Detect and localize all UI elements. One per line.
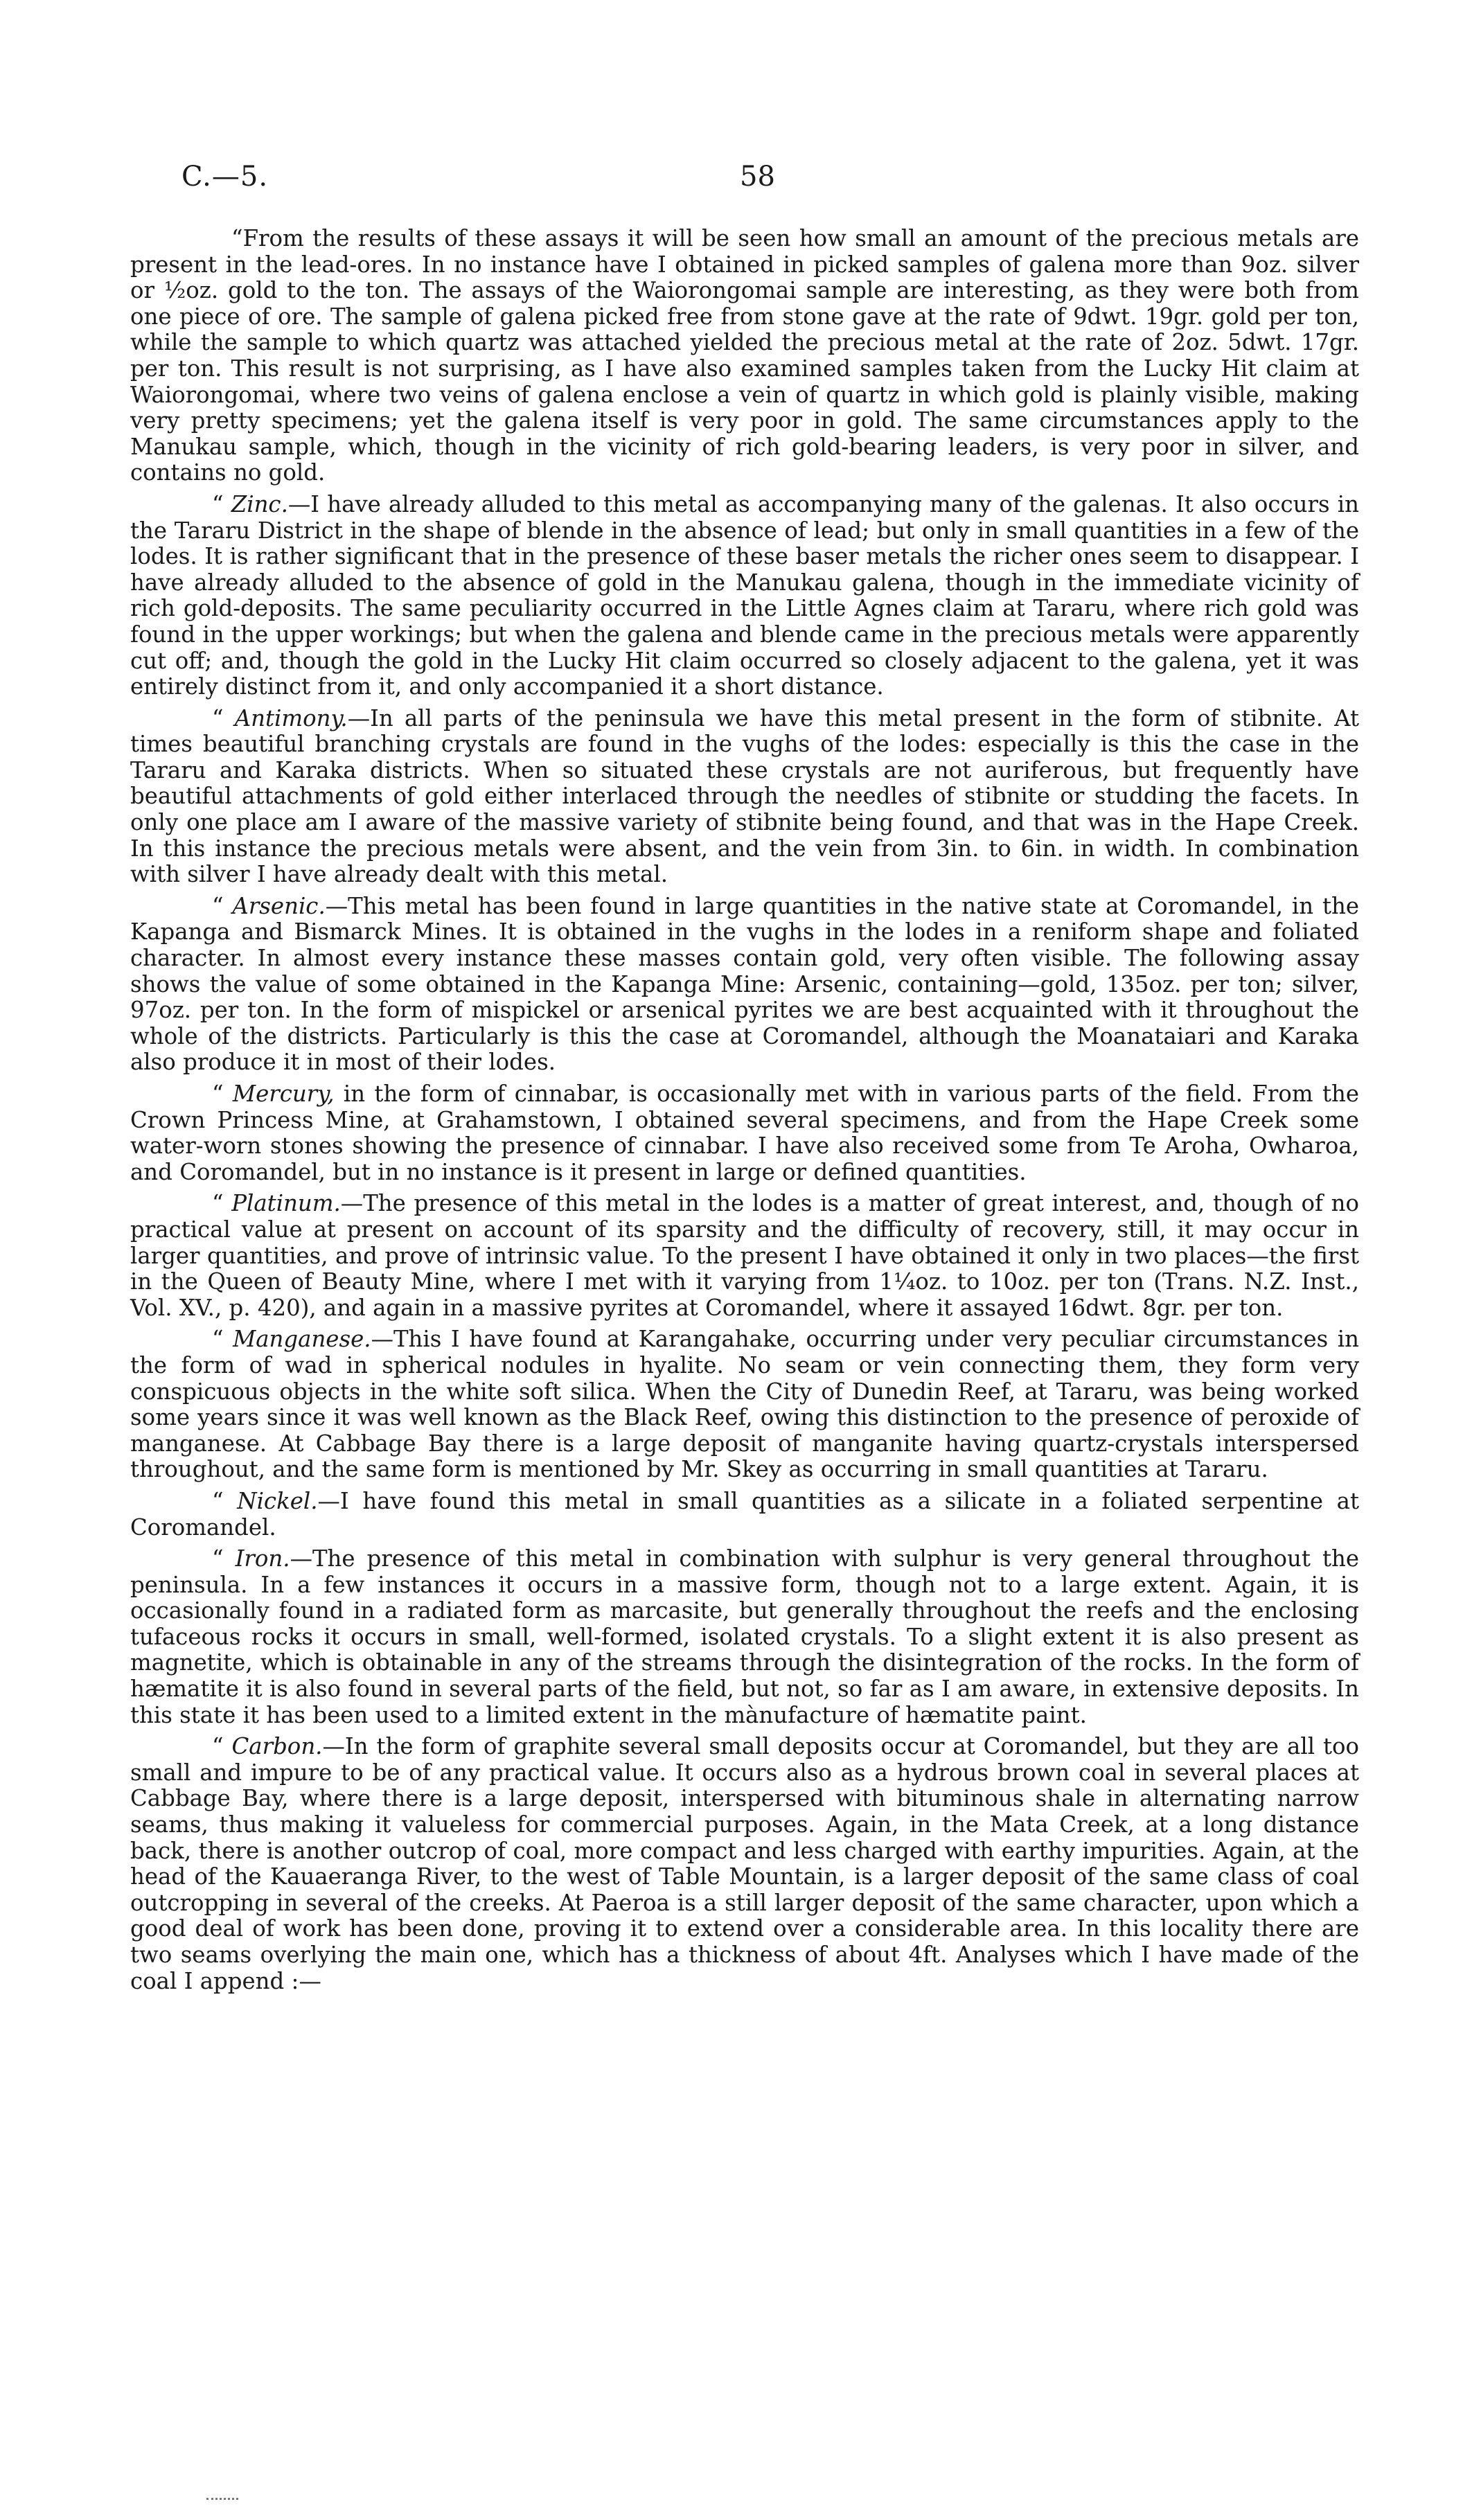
paragraph-text: —This metal has been found in large quantities in the native state at Coromandel, in the Kapanga and Bismarck Mines. It is obtained in the vughs in the lodes in a reniform shape and foliated character. In almost every instance these masses contain gold, very often visible. The following assay shows the value of some obtained in the Kapanga Mine: Arsenic, containing—gold, 135oz. per ton; silver, 97oz. per ton. In the form of mispickel or arsenical pyrites we are best acquainted with it throughout the whole of the districts. Particularly is this the case at Coromandel, although the Moanataiari and Karaka also produce it in most of their lodes. bbox=[130, 892, 1359, 1076]
paragraph-text: —In all parts of the peninsula we have this metal present in the form of stibnite. At times beautiful branching crystals are found in the vughs of the lodes: especially is this the case in the Tararu and Karaka districts. When so situated these crystals are not auriferous, but frequently have beautiful attachments of gold either interlaced through the needles of stibnite or studding the facets. In only one place am I aware of the massive variety of stibnite being found, and that was in the Hape Creek. In this instance the precious metals were absent, and the vein from 3in. to 6in. in width. In combination with silver I have already dealt with this metal. bbox=[130, 704, 1360, 888]
paragraph-platinum bbox=[130, 1191, 1359, 1321]
opening-quote: “ bbox=[212, 1326, 233, 1353]
paragraph-text: —The presence of this metal in the lodes is a matter of great interest, and, though of no practical value at present on account of its sparsity and the difficulty of recovery, still, it may occur in larger quantities, and prove of intrinsic value. To the present I have obtained it only in two places—the first in the Queen of Beauty Mine, where I met with it varying from 1¼oz. to 10oz. per ton (Trans. N.Z. Inst., Vol. XV., p. 420), and again in a massive pyrites at Coromandel, where it assayed 16dwt. 8gr. per ton. bbox=[130, 1190, 1359, 1321]
paragraph-text: —This I have found at Karangahake, occurring under very peculiar circumstances in the form of wad in spherical nodules in hyalite. No seam or vein connecting them, they form very conspicuous objects in the white soft silica. When the City of Dunedin Reef, at Tararu, was being worked some years since it was well known as the Black Reef, owing this distinction to the presence of peroxide of manganese. At Cabbage Bay there is a large deposit of manganite having quartz-crystals interspersed throughout, and the same form is mentioned by Mr. Skey as occurring in small quantities at Tararu. bbox=[130, 1326, 1360, 1483]
document-id: C.—5. bbox=[181, 161, 269, 193]
paragraph-iron bbox=[130, 1546, 1359, 1728]
section-lead-iron: Iron. bbox=[235, 1545, 290, 1572]
paragraph-carbon bbox=[130, 1734, 1359, 1994]
page-number: 58 bbox=[740, 161, 775, 193]
page-header bbox=[181, 161, 1359, 202]
paragraph-assay-results bbox=[130, 226, 1359, 486]
section-lead-platinum: Platinum. bbox=[231, 1190, 341, 1217]
paragraph-zinc bbox=[130, 492, 1359, 700]
section-lead-carbon: Carbon. bbox=[231, 1733, 323, 1760]
opening-quote: “ bbox=[212, 892, 233, 919]
section-lead-arsenic: Arsenic. bbox=[232, 892, 326, 919]
section-lead-zinc: Zinc. bbox=[231, 490, 288, 517]
paragraph-arsenic bbox=[130, 894, 1359, 1076]
section-lead-mercury: Mercury, bbox=[232, 1081, 335, 1107]
paragraph-antimony bbox=[130, 706, 1359, 888]
opening-quote: “ bbox=[212, 1487, 238, 1514]
section-lead-manganese: Manganese. bbox=[233, 1326, 371, 1353]
opening-quote: “ bbox=[212, 1190, 232, 1217]
body-text bbox=[130, 226, 1359, 2000]
paragraph-manganese bbox=[130, 1326, 1359, 1483]
opening-quote: “ bbox=[212, 1545, 236, 1572]
paragraph-text: —I have found this metal in small quantities as a silicate in a foliated serpentine at Coromandel. bbox=[130, 1487, 1359, 1541]
paragraph-nickel bbox=[130, 1489, 1359, 1541]
opening-quote: “ bbox=[212, 1733, 232, 1760]
scan-artifact-mark bbox=[206, 2498, 238, 2503]
paragraph-text: From the results of these assays it will be seen how small an amount of the precious metals are present in the lead-ores. In no instance have I obtained in picked samples of galena more than 9oz. silver or ½oz. gold to the ton. The assays of the Waiorongomai sample are interesting, as they were both from one piece of ore. The sample of galena picked free from stone gave at the rate of 9dwt. 19gr. gold per ton, while the sample to which quartz was attached yielded the precious metal at the rate of 2oz. 5dwt. 17gr. per ton. This result is not surprising, as I have also examined samples taken from the Lucky Hit claim at Waiorongomai, where two veins of galena enclose a vein of quartz in which gold is plainly visible, making very pretty specimens; yet the galena itself is very poor in gold. The same circumstances apply to the Manukau sample, which, though in the vicinity of rich gold-bearing leaders, is very poor in silver, and contains no gold. bbox=[130, 225, 1359, 486]
paragraph-text: —In the form of graphite several small deposits occur at Coromandel, but they are all too small and impure to be of any practical value. It occurs also as a hydrous brown coal in several places at Cabbage Bay, where there is a large deposit, interspersed with bituminous shale in alternating narrow seams, thus making it valueless for commercial purposes. Again, in the Mata Creek, at a long distance back, there is another outcrop of coal, more compact and less charged with earthy impurities. Again, at the head of the Kauaeranga River, to the west of Table Mountain, is a larger deposit of the same class of coal outcropping in several of the creeks. At Paeroa is a still larger deposit of the same character, upon which a good deal of work has been done, proving it to extend over a considerable area. In this locality there are two seams overlying the main one, which has a thickness of about 4ft. Analyses which I have made of the coal I append :— bbox=[130, 1733, 1359, 1994]
opening-quote: “ bbox=[231, 225, 243, 251]
opening-quote: “ bbox=[212, 1081, 233, 1107]
opening-quote: “ bbox=[212, 490, 231, 517]
paragraph-text: —I have already alluded to this metal as accompanying many of the galenas. It also occurs in the Tararu District in the shape of blende in the absence of lead; but only in small quantities in a few of the lodes. It is rather significant that in the presence of these baser metals the richer ones seem to disappear. I have already alluded to the absence of gold in the Manukau galena, though in the immediate vicinity of rich gold-deposits. The same peculiarity occurred in the Little Agnes claim at Tararu, where rich gold was found in the upper workings; but when the galena and blende came in the precious metals were apparently cut off; and, though the gold in the Lucky Hit claim occurred so closely adjacent to the galena, yet it was entirely distinct from it, and only accompanied it a short distance. bbox=[130, 490, 1359, 700]
section-lead-nickel: Nickel. bbox=[237, 1487, 318, 1514]
paragraph-mercury bbox=[130, 1081, 1359, 1185]
paragraph-text: —The presence of this metal in combination with sulphur is very general throughout the peninsula. In a few instances it occurs in a massive form, though not to a large extent. Again, it is occasionally found in a radiated form as marcasite, but generally throughout the reefs and the enclosing tufaceous rocks it occurs in small, well-formed, isolated crystals. To a slight extent it is also present as magnetite, which is obtainable in any of the streams through the disintegration of the rocks. In the form of hæmatite it is also found in several parts of the field, but not, so far as I am aware, in extensive deposits. In this state it has been used to a limited extent in the mànufacture of hæmatite paint. bbox=[130, 1545, 1359, 1728]
section-lead-antimony: Antimony. bbox=[234, 704, 348, 731]
opening-quote: “ bbox=[212, 704, 235, 731]
paragraph-text: in the form of cinnabar, is occasionally met with in various parts of the field. From the Crown Princess Mine, at Grahamstown, I obtained several specimens, and from the Hape Creek some water-worn stones showing the presence of cinnabar. I have also received some from Te Aroha, Owharoa, and Coromandel, but in no instance is it present in large or defined quantities. bbox=[130, 1081, 1359, 1185]
